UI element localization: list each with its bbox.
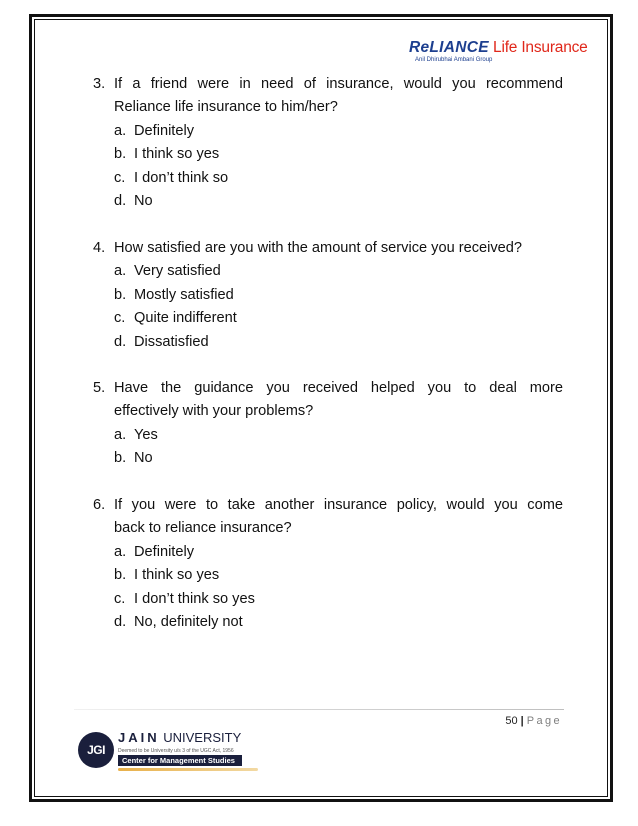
option-text: I think so yes: [134, 146, 220, 163]
option-letter: d.: [114, 193, 127, 210]
option-letter: c.: [114, 590, 126, 607]
question-text-line2: back to reliance insurance?: [114, 520, 292, 537]
question-number: 4.: [93, 240, 106, 256]
question-number: 6.: [93, 497, 106, 513]
footer-divider: [74, 709, 564, 710]
option-item: [93, 331, 563, 354]
option-text: Quite indifferent: [134, 310, 237, 327]
option-text: Dissatisfied: [134, 333, 209, 350]
option-text: Definitely: [134, 543, 195, 560]
page-separator: |: [520, 715, 524, 727]
option-letter: b.: [114, 567, 127, 584]
question-5: [93, 377, 563, 471]
option-item: [93, 424, 563, 447]
option-item: [93, 190, 563, 213]
option-letter: d.: [114, 614, 127, 631]
option-item: [93, 564, 563, 587]
question-text-line1: If a friend were in need of insurance, would you recommend: [114, 76, 563, 92]
logo-name-university: UNIVERSITY: [163, 730, 242, 745]
option-letter: c.: [114, 169, 126, 186]
jain-university-logo: [78, 726, 248, 774]
question-text-line2: Reliance life insurance to him/her?: [114, 99, 338, 116]
logo-established-text: Deemed to be University u/s 3 of the UGC Act, 1956: [118, 748, 234, 754]
option-item: [93, 284, 563, 307]
option-text: No: [134, 193, 153, 210]
logo-name-jain: JAIN: [118, 730, 160, 745]
option-letter: d.: [114, 333, 127, 350]
option-item: [93, 611, 563, 634]
logo-swoosh: [118, 768, 258, 771]
option-letter: b.: [114, 450, 127, 467]
logo-tagline: Anil Dhirubhai Ambani Group: [415, 57, 493, 63]
option-item: [93, 541, 563, 564]
logo-product: Life Insurance: [493, 39, 588, 56]
option-letter: a.: [114, 543, 127, 560]
question-text-line1: Have the guidance you received helped you to deal more: [114, 380, 563, 396]
logo-brand: ReLIANCE: [409, 39, 489, 56]
option-letter: c.: [114, 310, 126, 327]
question-number: 5.: [93, 380, 106, 396]
option-letter: b.: [114, 146, 127, 163]
option-text: No: [134, 450, 153, 467]
option-letter: b.: [114, 286, 127, 303]
question-number: 3.: [93, 76, 106, 92]
question-3: [93, 73, 563, 213]
option-item: [93, 260, 563, 283]
option-text: Definitely: [134, 122, 195, 139]
reliance-life-insurance-logo: [409, 39, 588, 66]
question-text-line1: How satisfied are you with the amount of service you received?: [114, 240, 523, 256]
option-letter: a.: [114, 263, 127, 280]
option-letter: a.: [114, 426, 127, 443]
option-letter: a.: [114, 122, 127, 139]
option-item: [93, 167, 563, 190]
question-text-line2: effectively with your problems?: [114, 403, 314, 420]
question-text-line1: If you were to take another insurance policy, would you come: [114, 497, 563, 513]
option-text: Mostly satisfied: [134, 286, 234, 303]
page-number-label: [505, 715, 562, 727]
page-number: 50: [505, 715, 518, 727]
option-item: [93, 307, 563, 330]
option-item: [93, 143, 563, 166]
option-text: I don’t think so yes: [134, 590, 255, 607]
logo-center-banner: Center for Management Studies: [118, 755, 242, 766]
question-6: [93, 494, 563, 634]
option-text: Yes: [134, 426, 158, 443]
option-text: Very satisfied: [134, 263, 221, 280]
option-item: [93, 447, 563, 470]
question-4: [93, 237, 563, 354]
jgi-badge: JGI: [78, 732, 114, 768]
option-text: I don’t think so: [134, 169, 229, 186]
option-text: I think so yes: [134, 567, 220, 584]
option-item: [93, 588, 563, 611]
page-word: Page: [526, 715, 562, 727]
option-item: [93, 120, 563, 143]
option-text: No, definitely not: [134, 614, 243, 631]
